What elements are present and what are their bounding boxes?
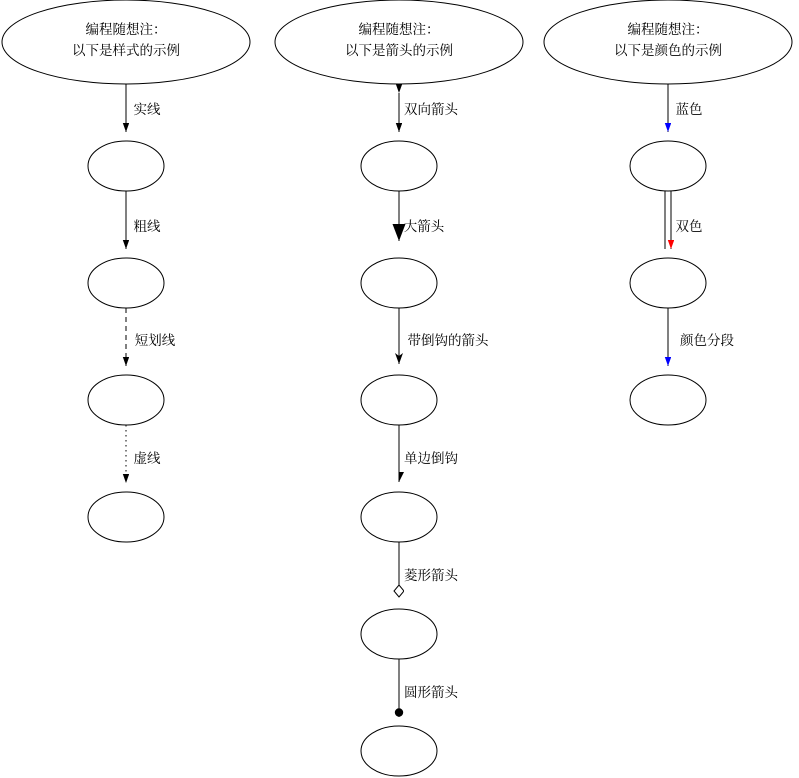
node-a3[interactable] — [361, 375, 437, 425]
node-root-colors[interactable] — [544, 0, 792, 84]
node-s2[interactable] — [88, 258, 164, 308]
edge-label-diamond-arrow: 菱形箭头 — [404, 568, 458, 584]
edge-label-half-barb-arrow: 单边倒钩 — [404, 451, 458, 467]
node-a4[interactable] — [361, 492, 437, 542]
edge-label-bold: 粗线 — [133, 219, 161, 235]
node-root-styles-line1: 编程随想注： — [85, 22, 167, 38]
node-c2[interactable] — [630, 258, 706, 308]
node-s3[interactable] — [88, 375, 164, 425]
edge-label-dual-color: 双色 — [675, 219, 703, 235]
node-a6[interactable] — [361, 726, 437, 776]
node-a2[interactable] — [361, 258, 437, 308]
edge-label-color-segments: 颜色分段 — [680, 333, 734, 349]
node-root-colors-line2: 以下是颜色的示例 — [614, 43, 722, 59]
node-s4[interactable] — [88, 492, 164, 542]
node-c1[interactable] — [630, 141, 706, 191]
node-root-arrows[interactable] — [275, 0, 523, 84]
column-colors — [544, 0, 792, 425]
node-c3[interactable] — [630, 375, 706, 425]
node-root-styles-line2: 以下是样式的示例 — [72, 43, 180, 59]
node-root-arrows-line2: 以下是箭头的示例 — [345, 43, 453, 59]
edge-label-barbed-arrow: 带倒钩的箭头 — [407, 333, 489, 349]
node-a5[interactable] — [361, 609, 437, 659]
node-root-colors-line1: 编程随想注： — [627, 22, 709, 38]
edge-label-dashed: 短划线 — [134, 333, 176, 349]
edge-label-dotted: 虚线 — [133, 451, 161, 467]
node-s1[interactable] — [88, 141, 164, 191]
edge-label-blue: 蓝色 — [675, 102, 703, 118]
column-arrows — [275, 0, 523, 776]
edge-label-big-arrow: 大箭头 — [403, 219, 445, 235]
node-a1[interactable] — [361, 141, 437, 191]
node-root-arrows-line1: 编程随想注： — [358, 22, 440, 38]
column-styles — [2, 0, 250, 542]
edge-label-solid: 实线 — [133, 102, 161, 118]
edge-label-bidirectional: 双向箭头 — [404, 102, 458, 118]
edge-label-dot-arrow: 圆形箭头 — [404, 685, 458, 701]
node-root-styles[interactable] — [2, 0, 250, 84]
